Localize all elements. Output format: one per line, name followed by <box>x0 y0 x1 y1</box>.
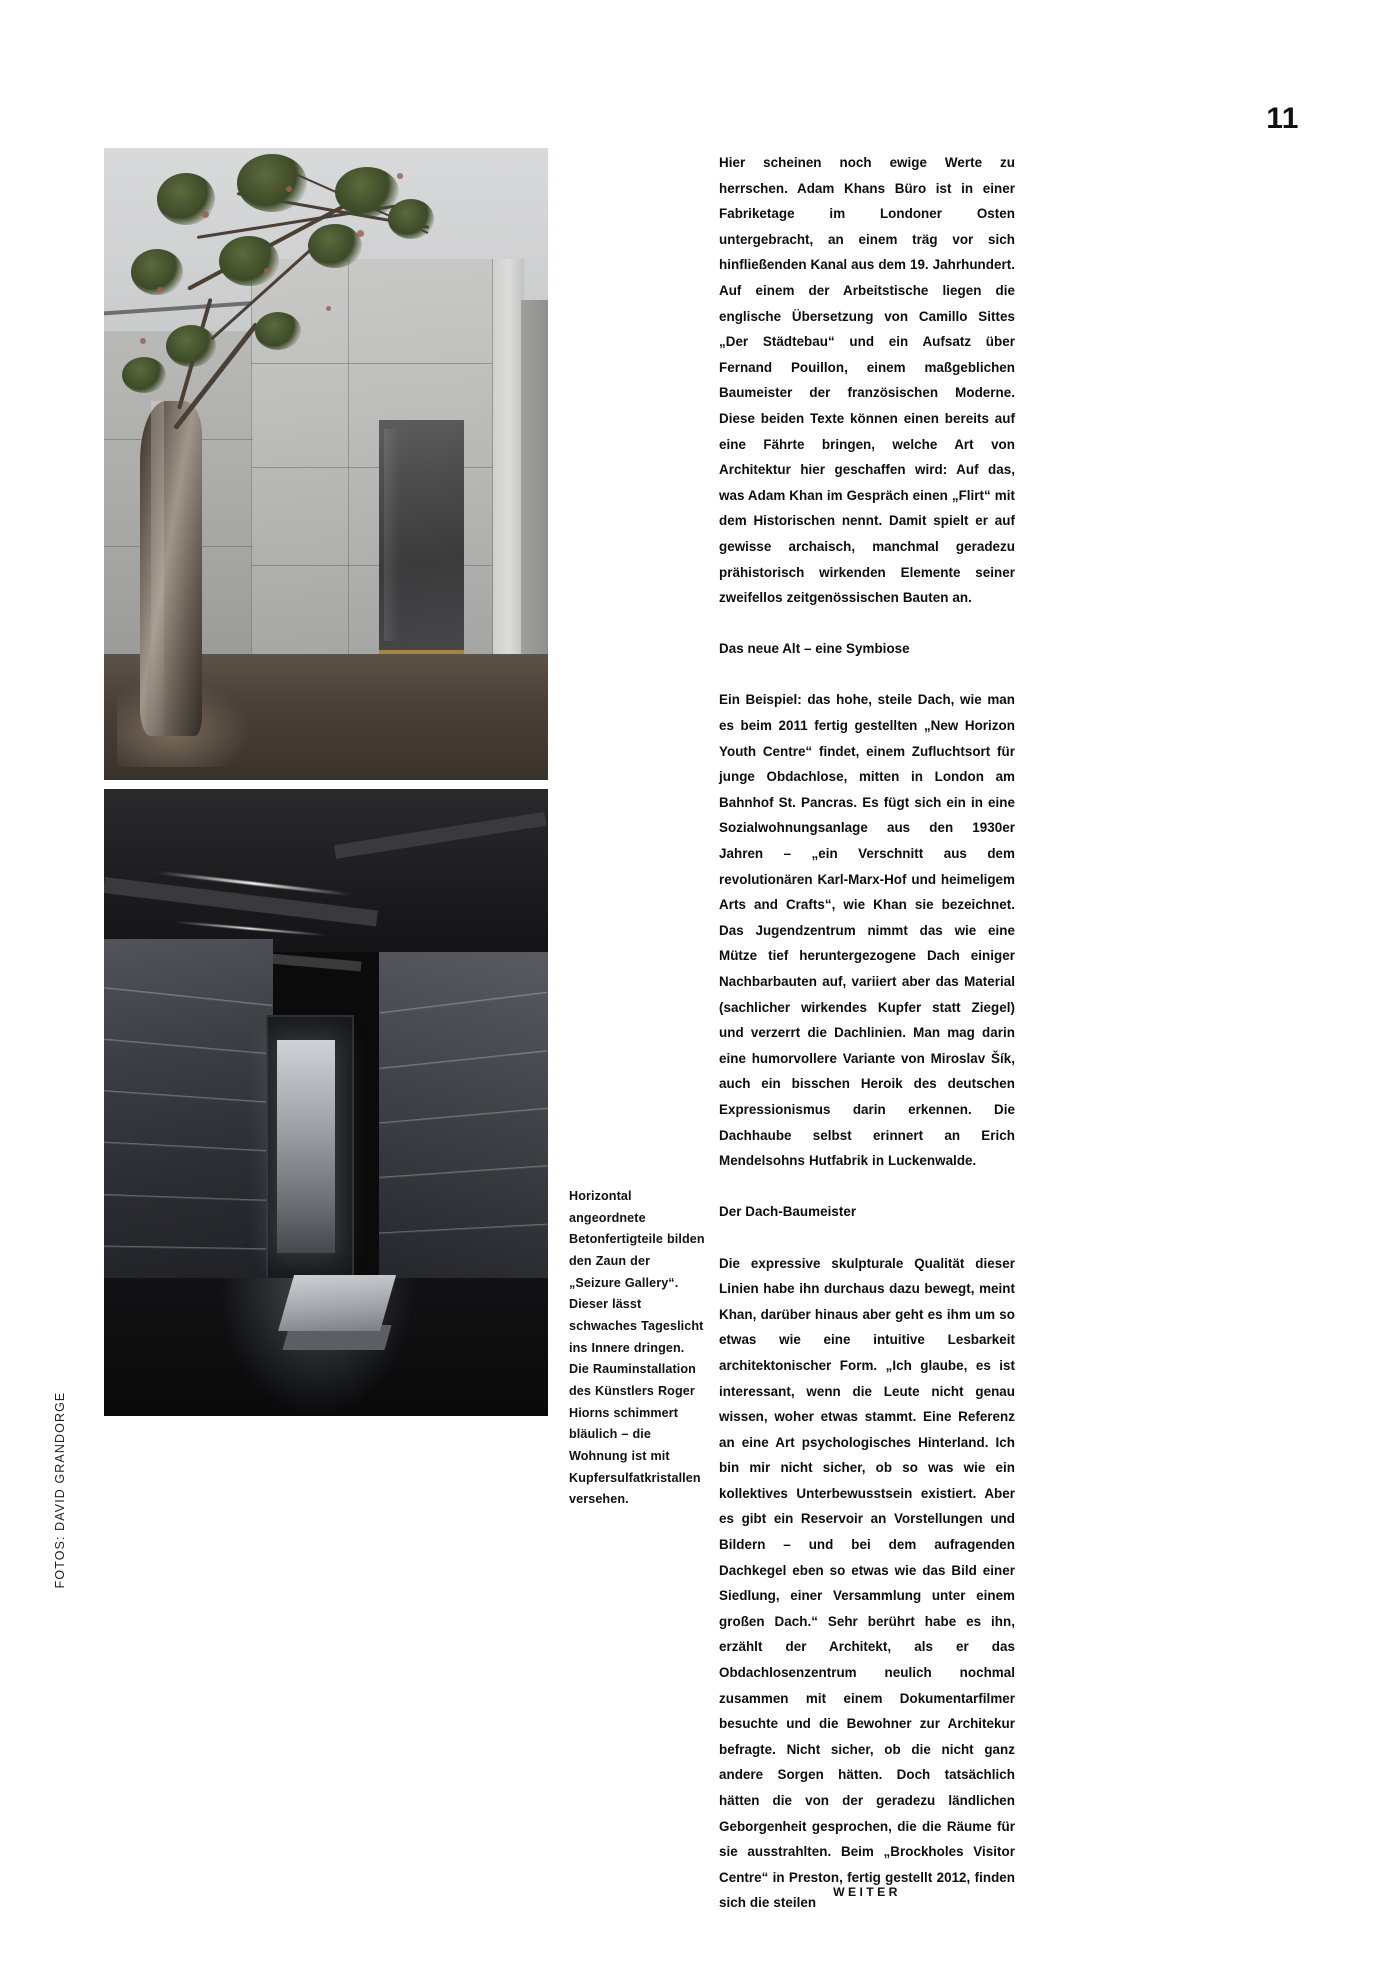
wall-far-block <box>521 300 548 660</box>
paragraph-spacer <box>719 662 1015 688</box>
photo-concrete-wall-with-tree <box>104 148 548 780</box>
metal-door <box>379 420 463 656</box>
wall-joint-vertical <box>492 259 493 660</box>
paragraph-spacer <box>719 1174 1015 1200</box>
wall-joint-vertical <box>348 259 349 660</box>
tree-foliage <box>308 224 362 268</box>
tree-blossom <box>202 211 209 218</box>
concrete-plinth <box>278 1275 396 1331</box>
continue-marker: WEITER <box>833 1885 901 1899</box>
tree-foliage <box>122 357 166 393</box>
tree-blossom <box>286 186 292 192</box>
article-paragraph-1: Hier scheinen noch ewige Werte zu herrschen. Adam Khans Büro ist in einer Fabriketage im Londoner Osten untergebracht, an einem träg vor sich hinfließenden Kanal aus dem 19. Jahrhundert. Auf einem der Arbeitstische liegen die englische Übersetzung von Camillo Sittes „Der Städtebau“ und ein Aufsatz über Fernand Pouillon, einem maßgeblichen Baumeister der französischen Moderne. Diese beiden Texte können einen bereits auf eine Fährte bringen, welche Art von Architektur hier geschaffen wird: Auf das, was Adam Khan im Gespräch einen „Flirt“ mit dem Historischen nennt. Damit spielt er auf gewisse archaisch, manchmal geradezu prähistorisch wirkenden Elemente seiner zweifellos zeitgenössischen Bauten an. <box>719 155 1015 606</box>
tree-foliage <box>388 199 434 239</box>
article-subheading-2: Der Dach-Baumeister <box>719 1204 857 1220</box>
photo-dark-metal-interior <box>104 789 548 1416</box>
image-caption: Horizontal angeordnete Betonfertigteile bilden den Zaun der „Seizure Gallery“. Dieser lässt schwaches Tageslicht ins Innere dringen. Die Rauminstallation des Künstlers Roger Hiorns schimmert bläulich – die Wohnung ist mit Kupfersulfatkristallen versehen. <box>569 1189 705 1507</box>
photo-credit <box>46 1280 74 1700</box>
tree-foliage <box>166 325 216 367</box>
tree-foliage <box>255 312 301 350</box>
wall-joint <box>251 363 493 364</box>
paragraph-spacer <box>719 1225 1015 1251</box>
photo-credit-label: FOTOS: DAVID GRANDORGE <box>53 1391 67 1589</box>
article-paragraph-3: Die expressive skulpturale Qualität dieser Linien habe ihn durchaus dazu bewegt, meint Khan, darüber hinaus aber geht es ihm um so etwas wie eine intuitive Lesbarkeit architektonischer Form. „Ich glaube, es ist interessant, wenn die Leute nicht genau wissen, woher etwas stammt. Eine Referenz an eine Art psychologisches Hinterland. Ich bin mir nicht sicher, ob so was wie ein kollektives Unterbewusstsein existiert. Aber es gibt ein Reservoir an Vorstellungen und Bildern – und bei dem aufragenden Dachkegel eben so etwas wie das Bild einer Siedlung, einer Versammlung unter einem großen Dach.“ Sehr berührt habe es ihn, erzählt der Architekt, als er das Obdachlosenzentrum neulich nochmal zusammen mit einem Dokumentarfilmer besuchte und die Bewohner zur Architekur befragte. Nicht sicher, ob die nicht ganz andere Sorgen hätten. Doch tatsächlich hätten die von der geradezu ländlichen Geborgenheit gesprochen, die die Räume für sie ausstrahlten. Beim „Brockholes Visitor Centre“ in Preston, fertig gestellt 2012, finden sich die steilen <box>719 1255 1015 1911</box>
tree-blossom <box>140 338 146 344</box>
tree-trunk <box>140 401 202 736</box>
tree-blossom <box>326 306 331 311</box>
paragraph-spacer <box>719 611 1015 637</box>
article-paragraph-2: Ein Beispiel: das hohe, steile Dach, wie man es beim 2011 fertig gestellten „New Horizon Youth Centre“ findet, einem Zufluchtsort für junge Obdachlose, mitten in London am Bahnhof St. Pancras. Es fügt sich ein in eine Sozialwohnungsanlage aus den 1930er Jahren – „ein Verschnitt aus dem revolutionären Karl-Marx-Hof und heimeligem Arts and Crafts“, wie Khan sie bezeichnet. Das Jugendzentrum nimmt das wie eine Mütze tief heruntergezogene Dach einiger Nachbarbauten auf, variiert aber das Material (sachlicher wirkendes Kupfer statt Ziegel) und verzerrt die Dachlinien. Man mag darin eine humorvollere Variante von Miroslav Šík, auch ein bisschen Heroik des deutschen Expressionismus darin erkennen. Die Dachhaube selbst erinnert an Erich Mendelsohns Hutfabrik in Luckenwalde. <box>719 692 1015 1169</box>
page-number: 11 <box>1266 102 1299 135</box>
tree-blossom <box>264 268 270 274</box>
article-text-column <box>719 150 1015 1916</box>
daylight-opening <box>277 1040 335 1253</box>
wall-joint-vertical <box>251 259 252 660</box>
ceiling-region <box>104 789 548 952</box>
article-subheading-1: Das neue Alt – eine Symbiose <box>719 641 910 657</box>
wall-edge-block <box>493 259 524 660</box>
